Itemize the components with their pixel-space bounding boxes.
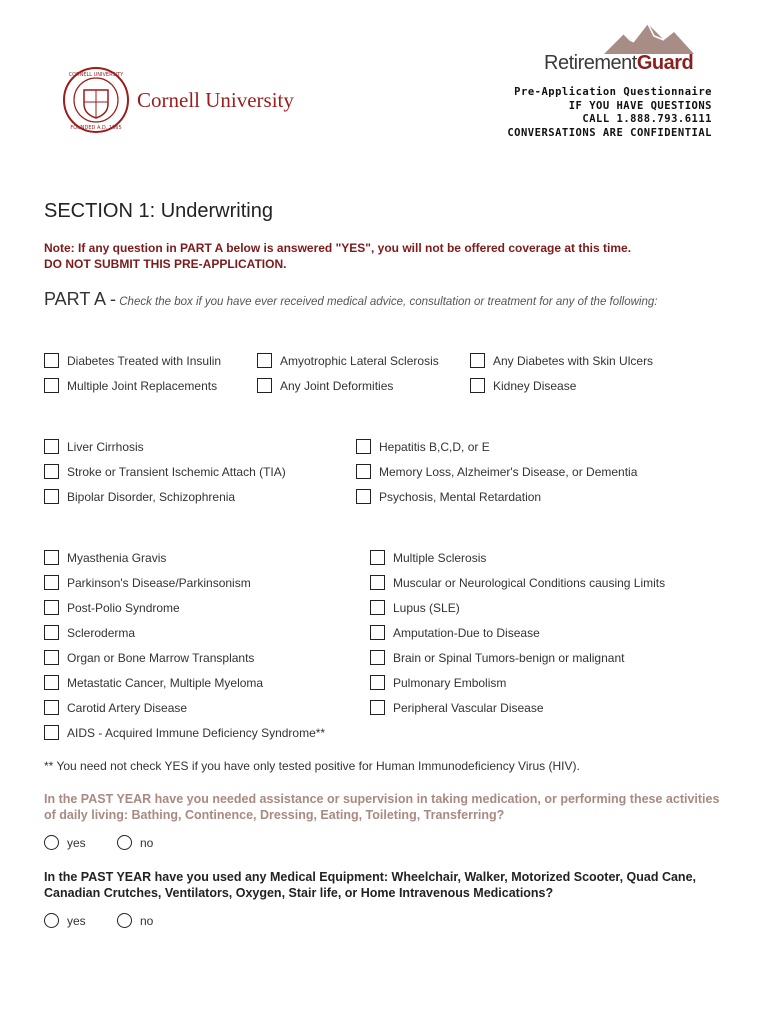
checkbox-item[interactable] <box>370 700 544 715</box>
checkbox-label: Psychosis, Mental Retardation <box>379 489 542 504</box>
checkbox-item[interactable] <box>370 575 665 590</box>
checkbox-item[interactable] <box>356 489 541 504</box>
checkbox-item[interactable] <box>356 439 490 454</box>
checkbox-label: Lupus (SLE) <box>393 600 460 615</box>
checkbox[interactable] <box>370 650 385 665</box>
checkbox-item[interactable] <box>44 378 217 393</box>
info-line: IF YOU HAVE QUESTIONS <box>568 99 712 112</box>
note-line-1: Note: If any question in PART A below is answered "YES", you will not be offered coverage at this time. <box>44 241 632 255</box>
section-note <box>44 240 734 272</box>
checkbox[interactable] <box>44 575 59 590</box>
checkbox-item[interactable] <box>370 550 486 565</box>
checkbox[interactable] <box>370 550 385 565</box>
checkbox[interactable] <box>370 675 385 690</box>
checkbox[interactable] <box>44 378 59 393</box>
checkbox[interactable] <box>44 439 59 454</box>
question-2-yes-option[interactable] <box>44 913 86 928</box>
checkbox[interactable] <box>44 489 59 504</box>
checkbox-label: Any Diabetes with Skin Ulcers <box>493 353 654 368</box>
info-line: Pre-Application Questionnaire <box>514 86 712 98</box>
checkbox-item[interactable] <box>44 675 263 690</box>
radio-button[interactable] <box>117 913 132 928</box>
checkbox-item[interactable] <box>44 600 180 615</box>
checkbox-label: Scleroderma <box>67 625 136 640</box>
checkbox[interactable] <box>257 353 272 368</box>
checkbox[interactable] <box>356 464 371 479</box>
header-info <box>507 86 712 140</box>
checkbox-item[interactable] <box>257 353 439 368</box>
checkbox-label: Liver Cirrhosis <box>67 439 144 454</box>
question-2-no-option[interactable] <box>117 913 153 928</box>
question-1-yes-option[interactable] <box>44 835 86 850</box>
checkbox-label: Amyotrophic Lateral Sclerosis <box>280 353 439 368</box>
radio-button[interactable] <box>44 913 59 928</box>
checkbox[interactable] <box>356 489 371 504</box>
part-a-title: PART A - <box>44 289 117 309</box>
checkbox-label: Parkinson's Disease/Parkinsonism <box>67 575 251 590</box>
checkbox-item[interactable] <box>44 625 135 640</box>
mountain-icon <box>544 22 714 56</box>
checkbox-item[interactable] <box>44 700 187 715</box>
checkbox-item[interactable] <box>44 464 286 479</box>
checkbox-label: Any Joint Deformities <box>280 378 394 393</box>
checkbox-label: Post-Polio Syndrome <box>67 600 180 615</box>
part-a-heading <box>44 289 657 310</box>
checkbox-item[interactable] <box>44 650 254 665</box>
checkbox-label: Brain or Spinal Tumors-benign or malignant <box>393 650 625 665</box>
checkbox-item[interactable] <box>44 489 235 504</box>
checkbox[interactable] <box>370 700 385 715</box>
checkbox-item[interactable] <box>257 378 393 393</box>
part-a-instruction: Check the box if you have ever received medical advice, consultation or treatment for any of the following: <box>116 296 658 308</box>
checkbox-label: Pulmonary Embolism <box>393 675 507 690</box>
checkbox-item[interactable] <box>470 378 576 393</box>
brand-name-bold: Guard <box>636 52 694 74</box>
checkbox[interactable] <box>470 378 485 393</box>
checkbox-label: Kidney Disease <box>493 378 577 393</box>
question-1-text: In the PAST YEAR have you needed assistance or supervision in taking medication, or performing these activities of daily living: Bathing, Continence, Dressing, Eating, Toileting, Transferring? <box>44 792 720 822</box>
cornell-university-name: Cornell University <box>137 88 294 112</box>
checkbox[interactable] <box>44 700 59 715</box>
checkbox-item[interactable] <box>370 650 624 665</box>
checkbox-label: Diabetes Treated with Insulin <box>67 353 222 368</box>
svg-text:CORNELL UNIVERSITY: CORNELL UNIVERSITY <box>68 72 124 78</box>
checkbox[interactable] <box>356 439 371 454</box>
checkbox-label: Carotid Artery Disease <box>67 700 188 715</box>
checkbox[interactable] <box>44 675 59 690</box>
checkbox[interactable] <box>44 725 59 740</box>
footnote: ** You need not check YES if you have only tested positive for Human Immunodeficiency Virus (HIV). <box>44 759 580 773</box>
checkbox-label: Bipolar Disorder, Schizophrenia <box>67 489 236 504</box>
checkbox-label: Peripheral Vascular Disease <box>393 700 544 715</box>
info-line: CONVERSATIONS ARE CONFIDENTIAL <box>507 126 712 139</box>
checkbox-label: Multiple Joint Replacements <box>67 378 218 393</box>
checkbox[interactable] <box>44 650 59 665</box>
checkbox-item[interactable] <box>470 353 653 368</box>
checkbox-label: Amputation-Due to Disease <box>393 625 540 640</box>
checkbox[interactable] <box>44 625 59 640</box>
note-line-2: DO NOT SUBMIT THIS PRE-APPLICATION. <box>44 257 287 271</box>
radio-button[interactable] <box>44 835 59 850</box>
checkbox[interactable] <box>370 600 385 615</box>
radio-button[interactable] <box>117 835 132 850</box>
question-1-no-option[interactable] <box>117 835 153 850</box>
checkbox-label: AIDS - Acquired Immune Deficiency Syndrome** <box>67 725 326 740</box>
checkbox[interactable] <box>44 550 59 565</box>
checkbox[interactable] <box>44 600 59 615</box>
radio-label: yes <box>67 835 86 850</box>
checkbox[interactable] <box>370 625 385 640</box>
checkbox[interactable] <box>470 353 485 368</box>
checkbox-item[interactable] <box>44 353 221 368</box>
question-2-text: In the PAST YEAR have you used any Medical Equipment: Wheelchair, Walker, Motorized Scooter, Quad Cane, Canadian Crutches, Ventilators, Oxygen, Stair life, or Home Intravenous Medications? <box>44 870 696 900</box>
checkbox-label: Multiple Sclerosis <box>393 550 487 565</box>
checkbox-label: Myasthenia Gravis <box>67 550 167 565</box>
checkbox-item[interactable] <box>370 625 540 640</box>
checkbox-item[interactable] <box>44 550 166 565</box>
checkbox-item[interactable] <box>44 725 325 740</box>
cornell-seal-logo <box>62 66 130 134</box>
checkbox-label: Organ or Bone Marrow Transplants <box>67 650 255 665</box>
checkbox[interactable] <box>44 353 59 368</box>
section-title: SECTION 1: Underwriting <box>44 200 273 222</box>
checkbox[interactable] <box>257 378 272 393</box>
checkbox-item[interactable] <box>370 600 460 615</box>
checkbox-item[interactable] <box>356 464 637 479</box>
checkbox-item[interactable] <box>370 675 506 690</box>
retirementguard-logo <box>544 22 714 80</box>
checkbox-label: Hepatitis B,C,D, or E <box>379 439 490 454</box>
checkbox-label: Stroke or Transient Ischemic Attach (TIA) <box>67 464 286 479</box>
radio-label: no <box>140 835 154 850</box>
checkbox-label: Muscular or Neurological Conditions causing Limits <box>393 575 666 590</box>
checkbox-item[interactable] <box>44 439 144 454</box>
checkbox-label: Metastatic Cancer, Multiple Myeloma <box>67 675 264 690</box>
svg-text:FOUNDED A.D. 1865: FOUNDED A.D. 1865 <box>70 125 122 131</box>
checkbox[interactable] <box>370 575 385 590</box>
radio-label: no <box>140 913 154 928</box>
brand-name: Retirement <box>544 52 637 74</box>
checkbox-label: Memory Loss, Alzheimer's Disease, or Dementia <box>379 464 638 479</box>
radio-label: yes <box>67 913 86 928</box>
checkbox[interactable] <box>44 464 59 479</box>
checkbox-item[interactable] <box>44 575 251 590</box>
info-line: CALL 1.888.793.6111 <box>582 113 712 125</box>
